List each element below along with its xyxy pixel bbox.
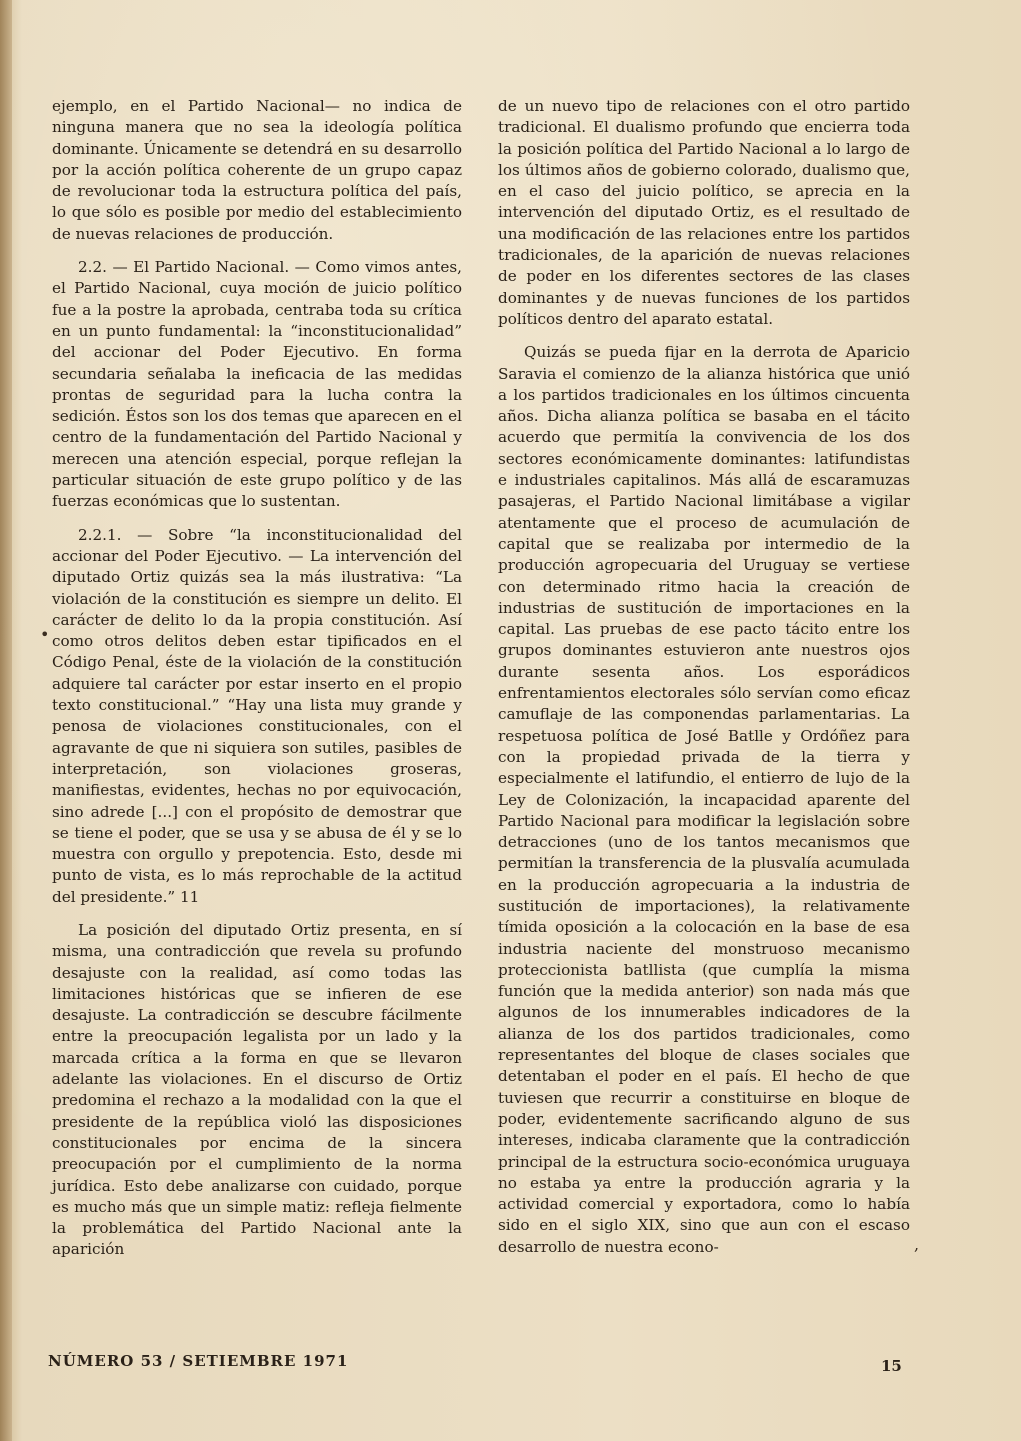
paragraph-historic-alliance: Quizás se pueda fijar en la derrota de Aparicio Saravia el comienzo de la alianza histórica que unió a los partidos tradicionales en los últimos cincuenta años. Dicha alianza política se basaba en el tácito acuerdo que permitía la convivencia de los dos sectores económicamente dominantes: latifundistas e industriales capitalinos. Más allá de escaramuzas pasajeras, el Partido Nacional limitábase a vigilar atentamente que el proceso de acumulación de capital que se realizaba por intermedio de la producción agropecuaria del Uruguay se vertiese con determinado ritmo hacia la creación de industrias de sustitución de importaciones en la capital. Las pruebas de ese pacto tácito entre los grupos dominantes estuvieron ante nuestros ojos durante sesenta años. Los esporádicos enfrentamientos electorales sólo servían como eficaz camuflaje de las componendas parlamentarias. La respetuosa política de José Batlle y Ordóñez para con la propiedad privada de la tierra y especialmente el latifundio, el entierro de lujo de la Ley de Colonización, la incapacidad aparente del Partido Nacional para modificar la legislación sobre detracciones (uno de los tantos mecanismos que permitían la transferencia de la plusvalía acumulada en la producción agropecuaria a la industria de sustitución de importaciones), la relativamente tímida oposición a la colocación en la base de esa industria naciente del monstruoso mecanismo proteccionista batllista (que cumplía la misma función que la medida anterior) son nada más que algunos de los innumerables indicadores de la alianza de los dos partidos tradicionales, como representantes del bloque de clases sociales que detentaban el poder en el país. El hecho de que tuviesen que recurrir a constituirse en bloque de poder, evidentemente sacrificando alguno de sus intereses, indicaba claramente que la contradicción principal de la estructura socio-económica uruguaya no estaba ya entre la producción agraria y la actividad comercial y exportadora, como lo había sido en el siglo XIX, sino que aun con el escaso desarrollo de nuestra econo-	[498, 343, 910, 1256]
paragraph-ortiz-position: La posición del diputado Ortiz presenta, en sí misma, una contradicción que revela su profundo desajuste con la realidad, así como todas las limitaciones históricas que se infieren de ese desajuste. La contradicción se descubre fácilmente entre la preocupación legalista por un lado y la marcada crítica a la forma en que se llevaron adelante las violaciones. En el discurso de Ortiz predomina el rechazo a la modalidad con la que el presidente de la república violó las disposiciones constitucionales por encima de la sincera preocupación por el cumplimiento de la norma jurídica. Esto debe analizarse con cuidado, porque es mucho más que un simple matiz: refleja fielmente la problemática del Partido Nacional ante la aparición	[52, 920, 462, 1259]
margin-tick-mark: ,	[914, 1235, 920, 1254]
paragraph-section-2-2: 2.2. — El Partido Nacional. — Como vimos antes, el Partido Nacional, cuya moción de juicio político fue a la postre la aprobada, centraba toda su crítica en un punto fundamental: la “inconstitucionalidad” del accionar del Poder Ejecutivo. En forma secundaria señalaba la ineficacia de las medidas prontas de seguridad para la lucha contra la sedición. Éstos son los dos temas que aparecen en el centro de la fundamentación del Partido Nacional y merecen una atención especial, porque reflejan la particular situación de este grupo político y de las fuerzas económicas que lo sustentan.	[52, 258, 462, 511]
paragraph-intro-continuation: ejemplo, en el Partido Nacional— no indica de ninguna manera que no sea la ideología política dominante. Únicamente se detendrá en su desarrollo por la acción política coherente de un grupo capaz de revolucionar toda la estructura política del país, lo que sólo es posible por medio del establecimiento de nuevas relaciones de producción.	[52, 97, 462, 243]
paragraph-section-2-2-1: 2.2.1. — Sobre “la inconstitucionalidad del accionar del Poder Ejecutivo. — La intervención del diputado Ortiz quizás sea la más ilustrativa: “La violación de la constitución es siempre un delito. El carácter de delito lo da la propia constitución. Así como otros delitos deben estar tipificados en el Código Penal, éste de la violación de la constitución adquiere tal carácter por estar inserto en el propio texto constitucional.” “Hay una lista muy grande y penosa de violaciones constitucionales, con el agravante de que ni siquiera son sutiles, pasibles de interpretación, son violaciones groseras, manifiestas, evidentes, hechas no por equivocación, sino adrede [...] con el propósito de demostrar que se tiene el poder, que se usa y se abusa de él y se lo muestra con orgullo y prepotencia. Esto, desde mi punto de vista, es lo más reprochable de la actitud del presidente.” 11	[52, 525, 462, 906]
margin-bullet-mark: •	[40, 625, 50, 644]
page-number: 15	[881, 1357, 902, 1375]
binding-edge	[0, 0, 12, 1441]
right-column	[498, 96, 910, 1270]
left-column	[52, 96, 462, 1273]
issue-footer: NÚMERO 53 / SETIEMBRE 1971	[48, 1352, 349, 1370]
paragraph-dualism: de un nuevo tipo de relaciones con el otro partido tradicional. El dualismo profundo que encierra toda la posición política del Partido Nacional a lo largo de los últimos años de gobierno colorado, dualismo que, en el caso del juicio político, se aprecia en la intervención del diputado Ortiz, es el resultado de una modificación de las relaciones entre los partidos tradicionales, de la aparición de nuevas relaciones de poder en los diferentes sectores de las clases dominantes y de nuevas funciones de los partidos políticos dentro del aparato estatal.	[498, 97, 910, 328]
